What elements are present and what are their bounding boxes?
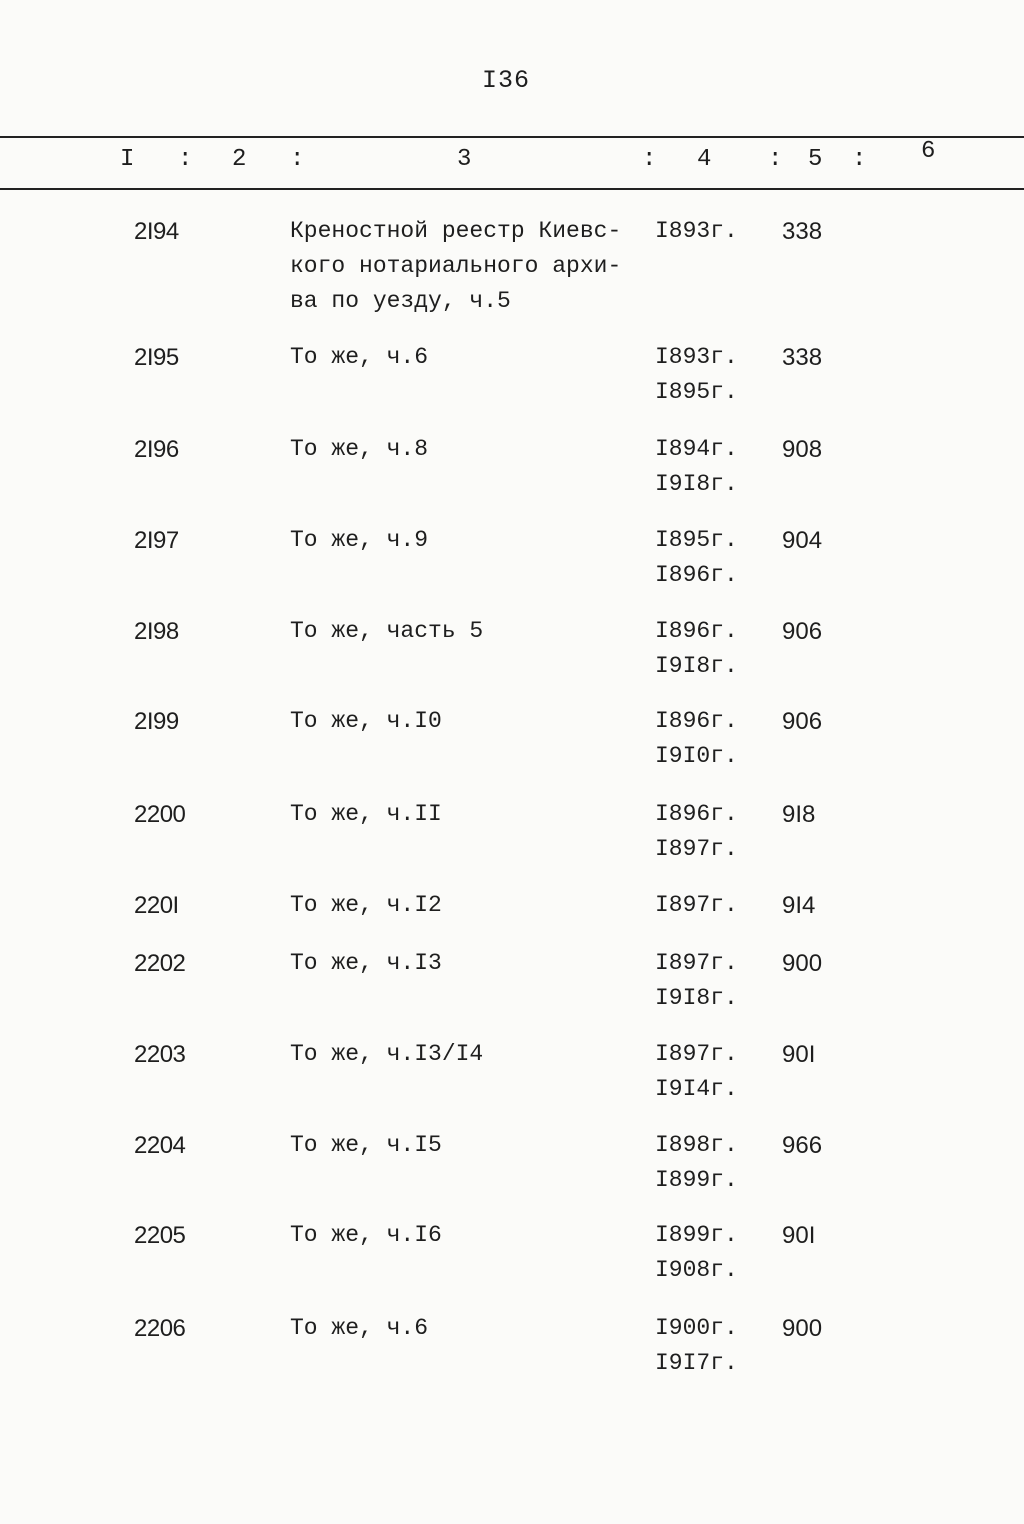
item-title <box>290 523 640 558</box>
item-date: I899г. <box>655 1222 738 1248</box>
item-sheet-count: 90I <box>782 1041 816 1068</box>
item-title-line: ва по уезду, ч.5 <box>290 288 511 314</box>
item-title-line: То же, ч.6 <box>290 344 429 370</box>
header-separator: : <box>290 146 305 173</box>
header-col-3: 3 <box>457 146 472 173</box>
item-sheet-count: 338 <box>782 344 823 371</box>
item-dates <box>655 797 738 867</box>
item-date: I897г. <box>655 950 738 976</box>
header-separator: : <box>768 146 783 173</box>
header-col-4: 4 <box>697 146 712 173</box>
item-date: I897г. <box>655 892 738 918</box>
item-date: I894г. <box>655 436 738 462</box>
item-dates <box>655 704 738 774</box>
item-date: I897г. <box>655 1041 738 1067</box>
item-date: I900г. <box>655 1315 738 1341</box>
item-date: I9I8г. <box>655 985 738 1011</box>
header-col-2: 2 <box>232 146 247 173</box>
item-title-line: То же, ч.6 <box>290 1315 429 1341</box>
item-date: I908г. <box>655 1257 738 1283</box>
item-title <box>290 214 640 319</box>
header-col-1: I <box>120 146 135 173</box>
item-title-line: То же, ч.I6 <box>290 1222 442 1248</box>
item-title <box>290 1311 640 1346</box>
item-date: I9I8г. <box>655 653 738 679</box>
item-sheet-count: 908 <box>782 436 823 463</box>
header-separator: : <box>642 146 657 173</box>
header-col-6: 6 <box>921 138 936 165</box>
item-title <box>290 946 640 981</box>
item-dates <box>655 523 738 593</box>
item-date: I895г. <box>655 527 738 553</box>
item-title <box>290 340 640 375</box>
item-title-line: То же, ч.I0 <box>290 708 442 734</box>
item-date: I9I0г. <box>655 743 738 769</box>
item-dates <box>655 1311 738 1381</box>
item-sheet-count: 906 <box>782 708 823 735</box>
item-date: I9I4г. <box>655 1076 738 1102</box>
item-title <box>290 704 640 739</box>
item-dates <box>655 614 738 684</box>
header-bottom-rule <box>0 188 1024 190</box>
item-date: I898г. <box>655 1132 738 1158</box>
item-date: I899г. <box>655 1167 738 1193</box>
item-number: 2I96 <box>134 436 179 463</box>
item-title-line: кого нотариального архи- <box>290 253 622 279</box>
item-sheet-count: 906 <box>782 618 823 645</box>
header-separator: : <box>852 146 867 173</box>
item-title <box>290 614 640 649</box>
item-date: I897г. <box>655 836 738 862</box>
item-date: I893г. <box>655 344 738 370</box>
item-number: 2203 <box>134 1041 186 1068</box>
item-number: 220I <box>134 892 179 919</box>
item-title-line: Креностной реестр Киевс- <box>290 218 622 244</box>
item-sheet-count: 9I8 <box>782 801 816 828</box>
item-number: 2205 <box>134 1222 186 1249</box>
item-title-line: То же, ч.8 <box>290 436 429 462</box>
item-date: I893г. <box>655 218 738 244</box>
item-title-line: То же, ч.II <box>290 801 442 827</box>
item-number: 2I95 <box>134 344 179 371</box>
item-dates <box>655 888 738 923</box>
item-number: 2204 <box>134 1132 186 1159</box>
item-dates <box>655 214 738 249</box>
header-separator: : <box>178 146 193 173</box>
item-title <box>290 432 640 467</box>
item-date: I896г. <box>655 562 738 588</box>
item-date: I9I7г. <box>655 1350 738 1376</box>
item-title <box>290 1037 640 1072</box>
item-number: 2206 <box>134 1315 186 1342</box>
header-col-5: 5 <box>808 146 823 173</box>
item-number: 2I94 <box>134 218 179 245</box>
header-top-rule <box>0 136 1024 138</box>
item-title-line: То же, ч.I5 <box>290 1132 442 1158</box>
item-title <box>290 1218 640 1253</box>
item-title <box>290 888 640 923</box>
item-sheet-count: 9I4 <box>782 892 816 919</box>
item-number: 2I99 <box>134 708 179 735</box>
item-dates <box>655 1037 738 1107</box>
item-dates <box>655 946 738 1016</box>
item-sheet-count: 900 <box>782 950 823 977</box>
item-dates <box>655 1218 738 1288</box>
item-sheet-count: 904 <box>782 527 823 554</box>
item-date: I896г. <box>655 708 738 734</box>
item-title-line: То же, часть 5 <box>290 618 484 644</box>
item-number: 2200 <box>134 801 186 828</box>
item-number: 2202 <box>134 950 186 977</box>
item-title <box>290 1128 640 1163</box>
item-title <box>290 797 640 832</box>
item-title-line: То же, ч.I3/I4 <box>290 1041 484 1067</box>
item-sheet-count: 338 <box>782 218 823 245</box>
item-number: 2I97 <box>134 527 179 554</box>
item-number: 2I98 <box>134 618 179 645</box>
table-header <box>0 138 1024 182</box>
item-date: I895г. <box>655 379 738 405</box>
item-dates <box>655 432 738 502</box>
item-title-line: То же, ч.I2 <box>290 892 442 918</box>
item-sheet-count: 966 <box>782 1132 823 1159</box>
item-title-line: То же, ч.I3 <box>290 950 442 976</box>
item-date: I9I8г. <box>655 471 738 497</box>
item-date: I896г. <box>655 801 738 827</box>
page-number: I36 <box>481 66 530 95</box>
item-title-line: То же, ч.9 <box>290 527 429 553</box>
item-date: I896г. <box>655 618 738 644</box>
item-sheet-count: 90I <box>782 1222 816 1249</box>
item-dates <box>655 340 738 410</box>
item-dates <box>655 1128 738 1198</box>
item-sheet-count: 900 <box>782 1315 823 1342</box>
